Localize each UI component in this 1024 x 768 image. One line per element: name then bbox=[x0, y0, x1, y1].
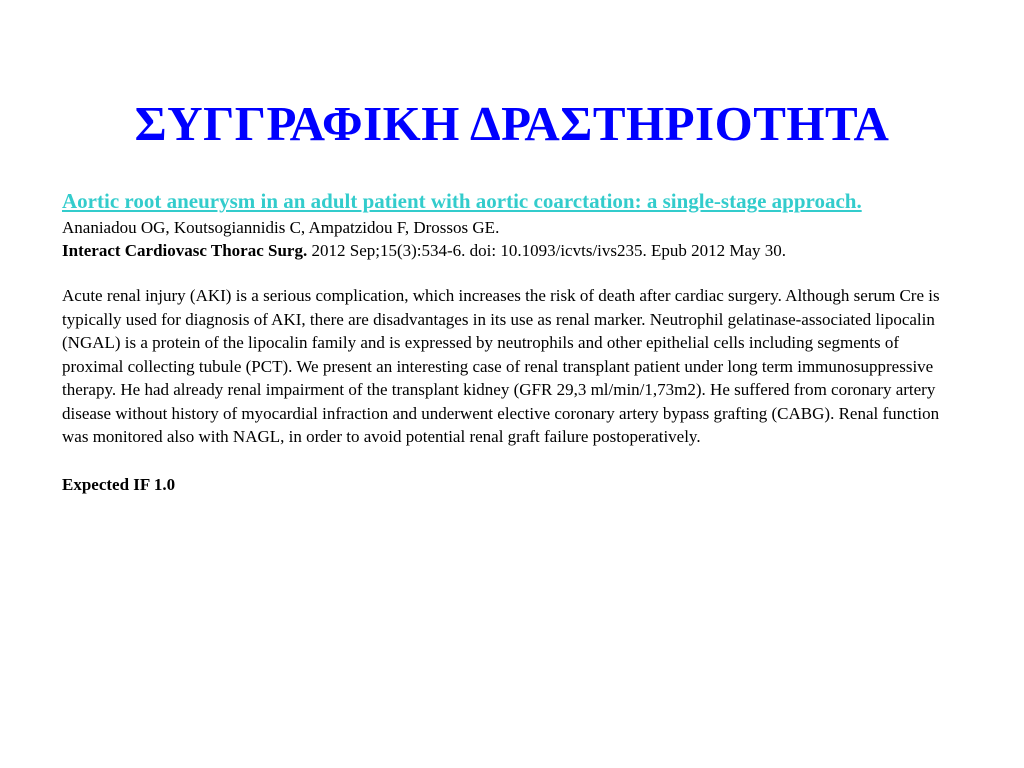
slide-title: ΣΥΓΓΡΑΦΙΚΗ ΔΡΑΣΤΗΡΙΟΤΗΤΑ bbox=[134, 96, 890, 151]
impact-factor: Expected IF 1.0 bbox=[62, 474, 176, 494]
article-citation-line bbox=[62, 239, 962, 262]
article-title-link[interactable]: Aortic root aneurysm in an adult patient with aortic coarctation: a single-stage approach. bbox=[62, 189, 862, 213]
journal-name: Interact Cardiovasc Thorac Surg. bbox=[62, 241, 308, 260]
article-block bbox=[62, 186, 962, 496]
article-authors: Ananiadou OG, Koutsogiannidis C, Ampatzidou F, Drossos GE. bbox=[62, 218, 500, 237]
citation-details: 2012 Sep;15(3):534-6. doi: 10.1093/icvts/ivs235. Epub 2012 May 30. bbox=[307, 241, 787, 260]
article-abstract: Acute renal injury (AKI) is a serious complication, which increases the risk of death after cardiac surgery. Although serum Cre is typically used for diagnosis of AKI, there are disadvantages in its use as renal marker. Neutrophil gelatinase-associated lipocalin (NGAL) is a protein of the lipocalin family and is expressed by neutrophils and other epithelial cells including segments of proximal collecting tubule (PCT). We present an interesting case of renal transplant patient under long term immunosuppressive therapy. He had already renal impairment of the transplant kidney (GFR 29,3 ml/min/1,73m2). He suffered from coronary artery disease without history of myocardial infraction and underwent elective coronary artery bypass grafting (CABG). Renal function was monitored also with NAGL, in order to avoid potential renal graft failure postoperatively. bbox=[62, 286, 940, 446]
